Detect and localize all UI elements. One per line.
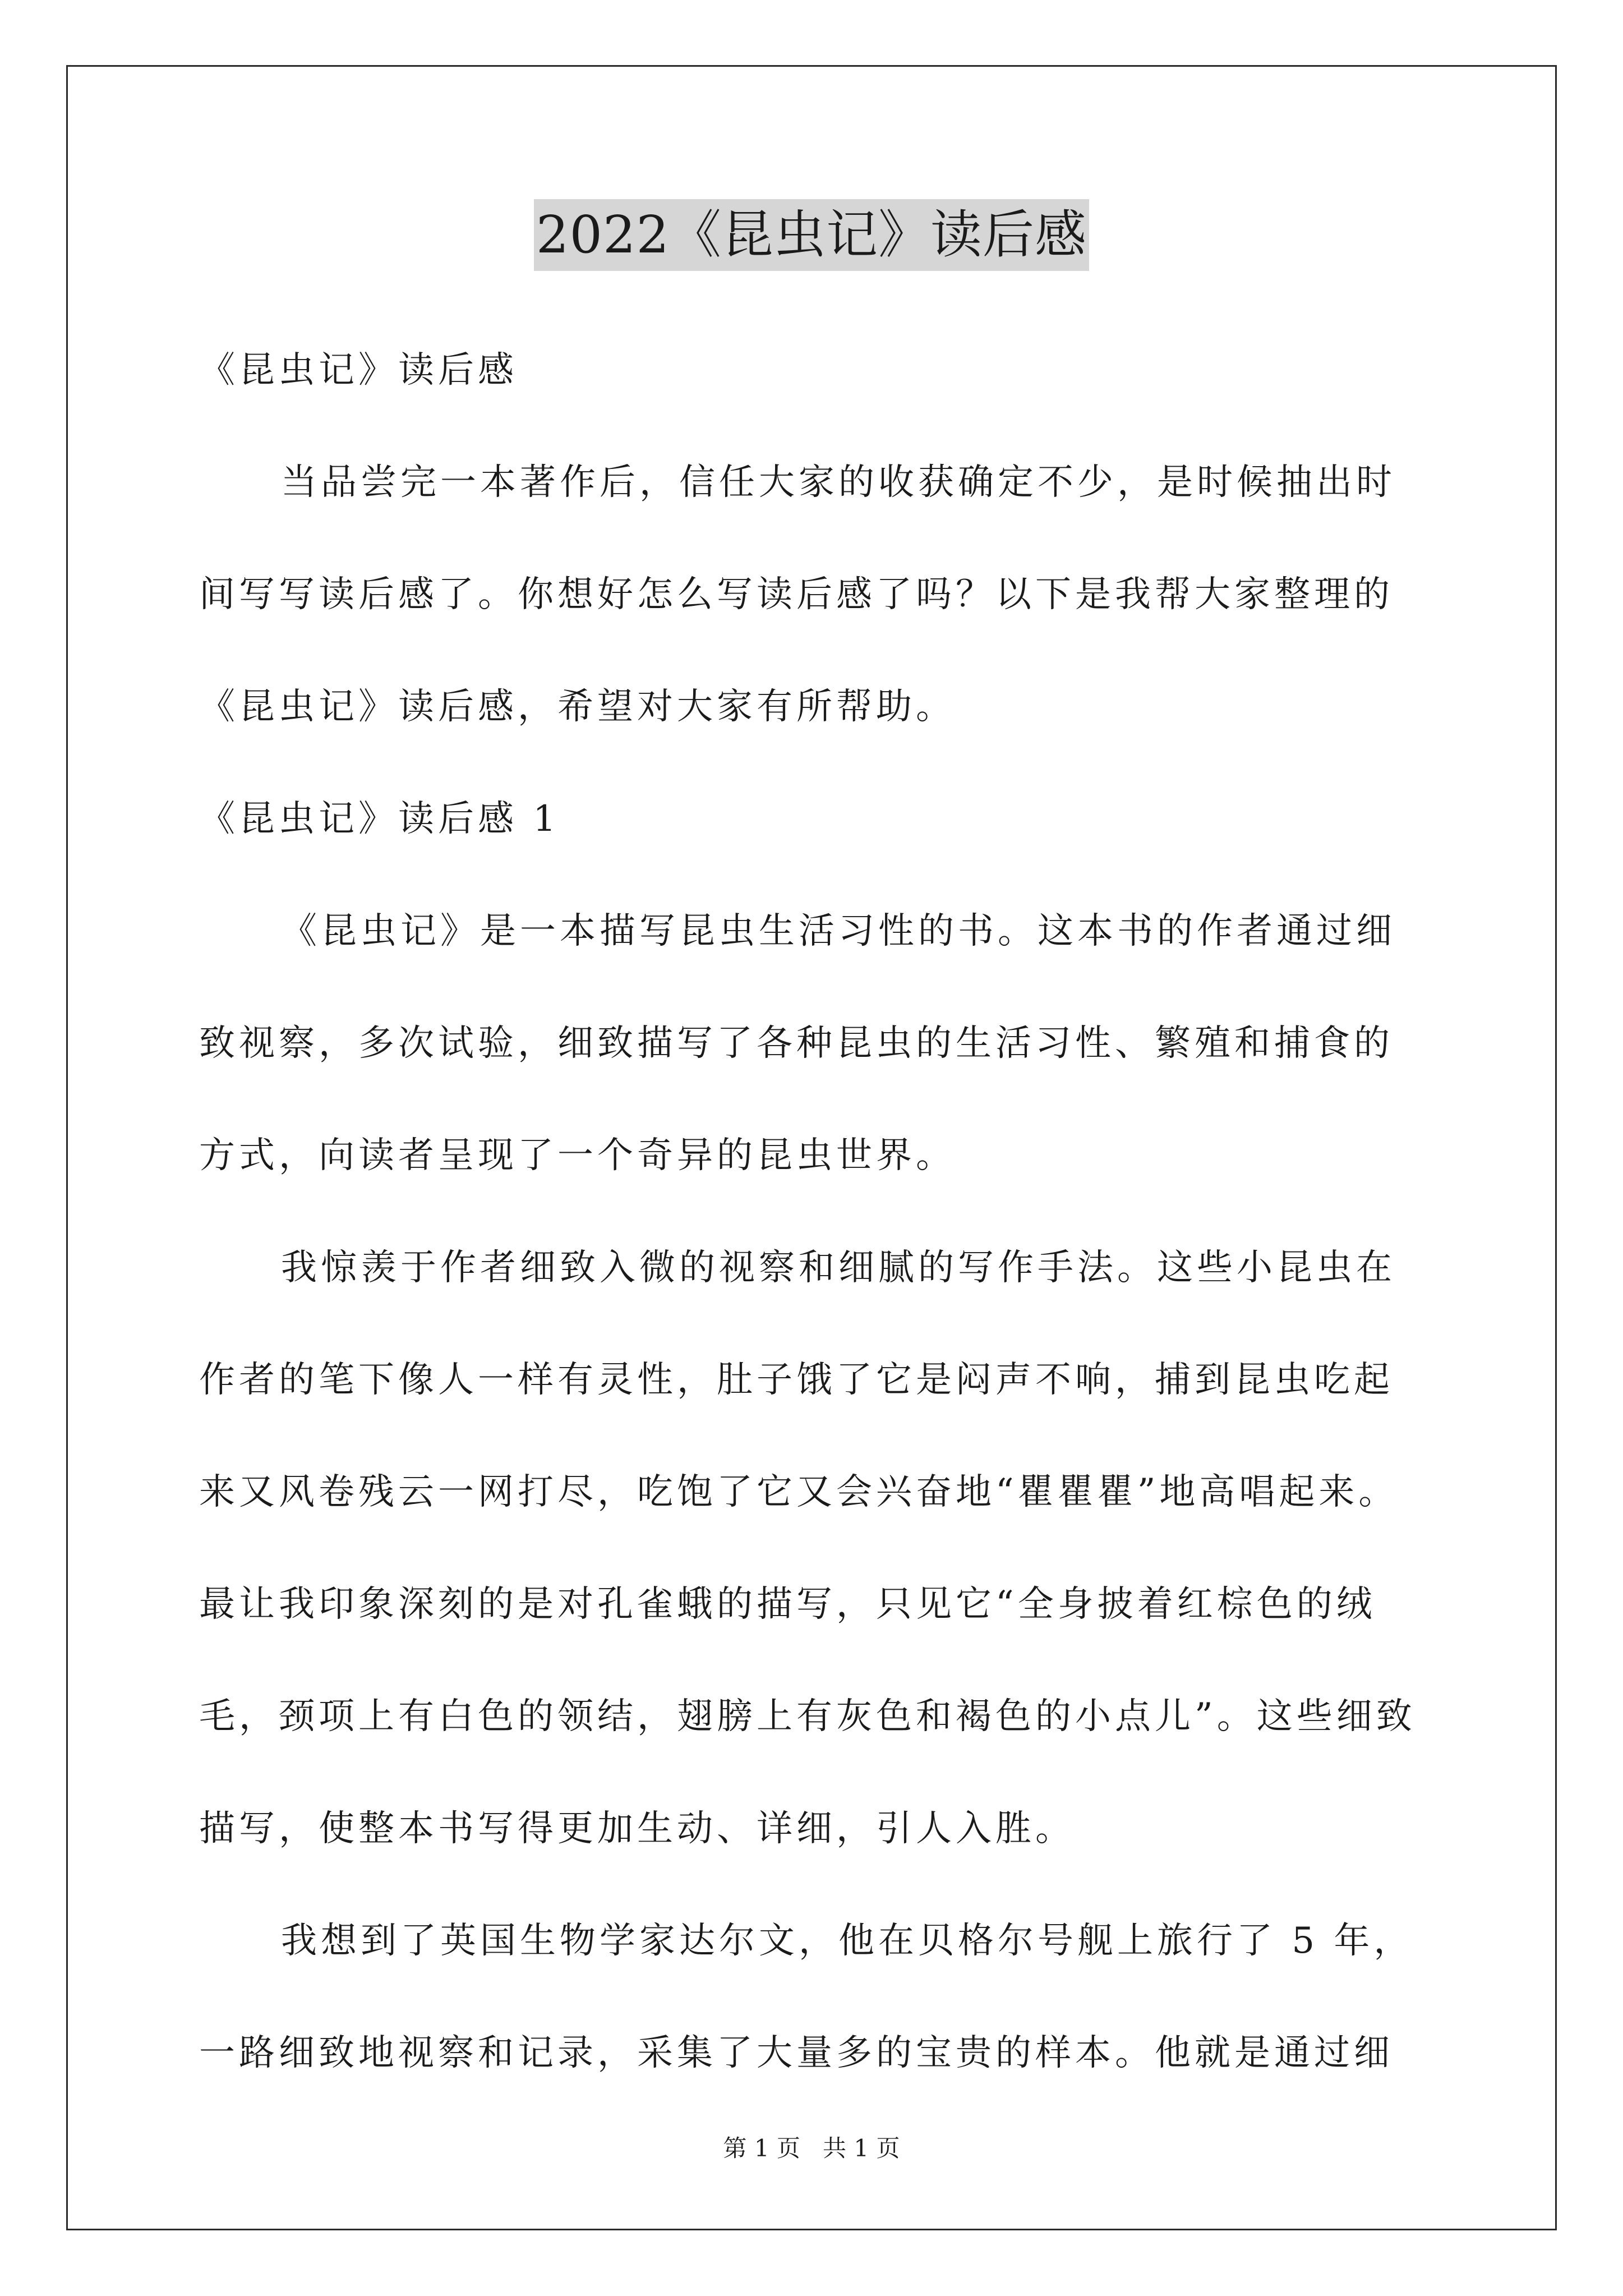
text-line: 当品尝完一本著作后，信任大家的收获确定不少，是时候抽出时 [281,462,1396,503]
text-line: 致视察，多次试验，细致描写了各种昆虫的生活习性、繁殖和捕食的 [199,1023,1394,1064]
text-line: 作者的笔下像人一样有灵性，肚子饿了它是闷声不响，捕到昆虫吃起 [199,1359,1394,1401]
text-line: 间写写读后感了。你想好怎么写读后感了吗？以下是我帮大家整理的 [199,574,1394,615]
page-footer: 第 1 页 共 1 页 [723,2134,900,2162]
text-line: 方式，向读者呈现了一个奇异的昆虫世界。 [199,1135,956,1176]
text-line: 《昆虫记》读后感 [199,349,518,391]
text-line: 来又风卷残云一网打尽，吃饱了它又会兴奋地“瞿瞿瞿”地高唱起来。 [199,1471,1399,1513]
text-line: 我惊羡于作者细致入微的视察和细腻的写作手法。这些小昆虫在 [281,1247,1396,1289]
text-line: 最让我印象深刻的是对孔雀蛾的描写，只见它“全身披着红棕色的绒 [199,1584,1376,1625]
text-line: 《昆虫记》读后感 1 [199,798,560,840]
text-line: 一路细致地视察和记录，采集了大量多的宝贵的样本。他就是通过细 [199,2032,1394,2074]
text-line: 描写，使整本书写得更加生动、详细，引人入胜。 [199,1808,1075,1849]
title-container [0,199,1623,271]
text-line: 《昆虫记》是一本描写昆虫生活习性的书。这本书的作者通过细 [281,910,1396,952]
text-line: 我想到了英国生物学家达尔文，他在贝格尔号舰上旅行了 5 年， [281,1920,1414,1962]
document-title: 2022《昆虫记》读后感 [534,199,1089,271]
text-line: 《昆虫记》读后感，希望对大家有所帮助。 [199,686,956,728]
text-line: 毛，颈项上有白色的领结，翅膀上有灰色和褐色的小点儿”。这些细致 [199,1696,1416,1737]
document-body [199,314,1467,2109]
